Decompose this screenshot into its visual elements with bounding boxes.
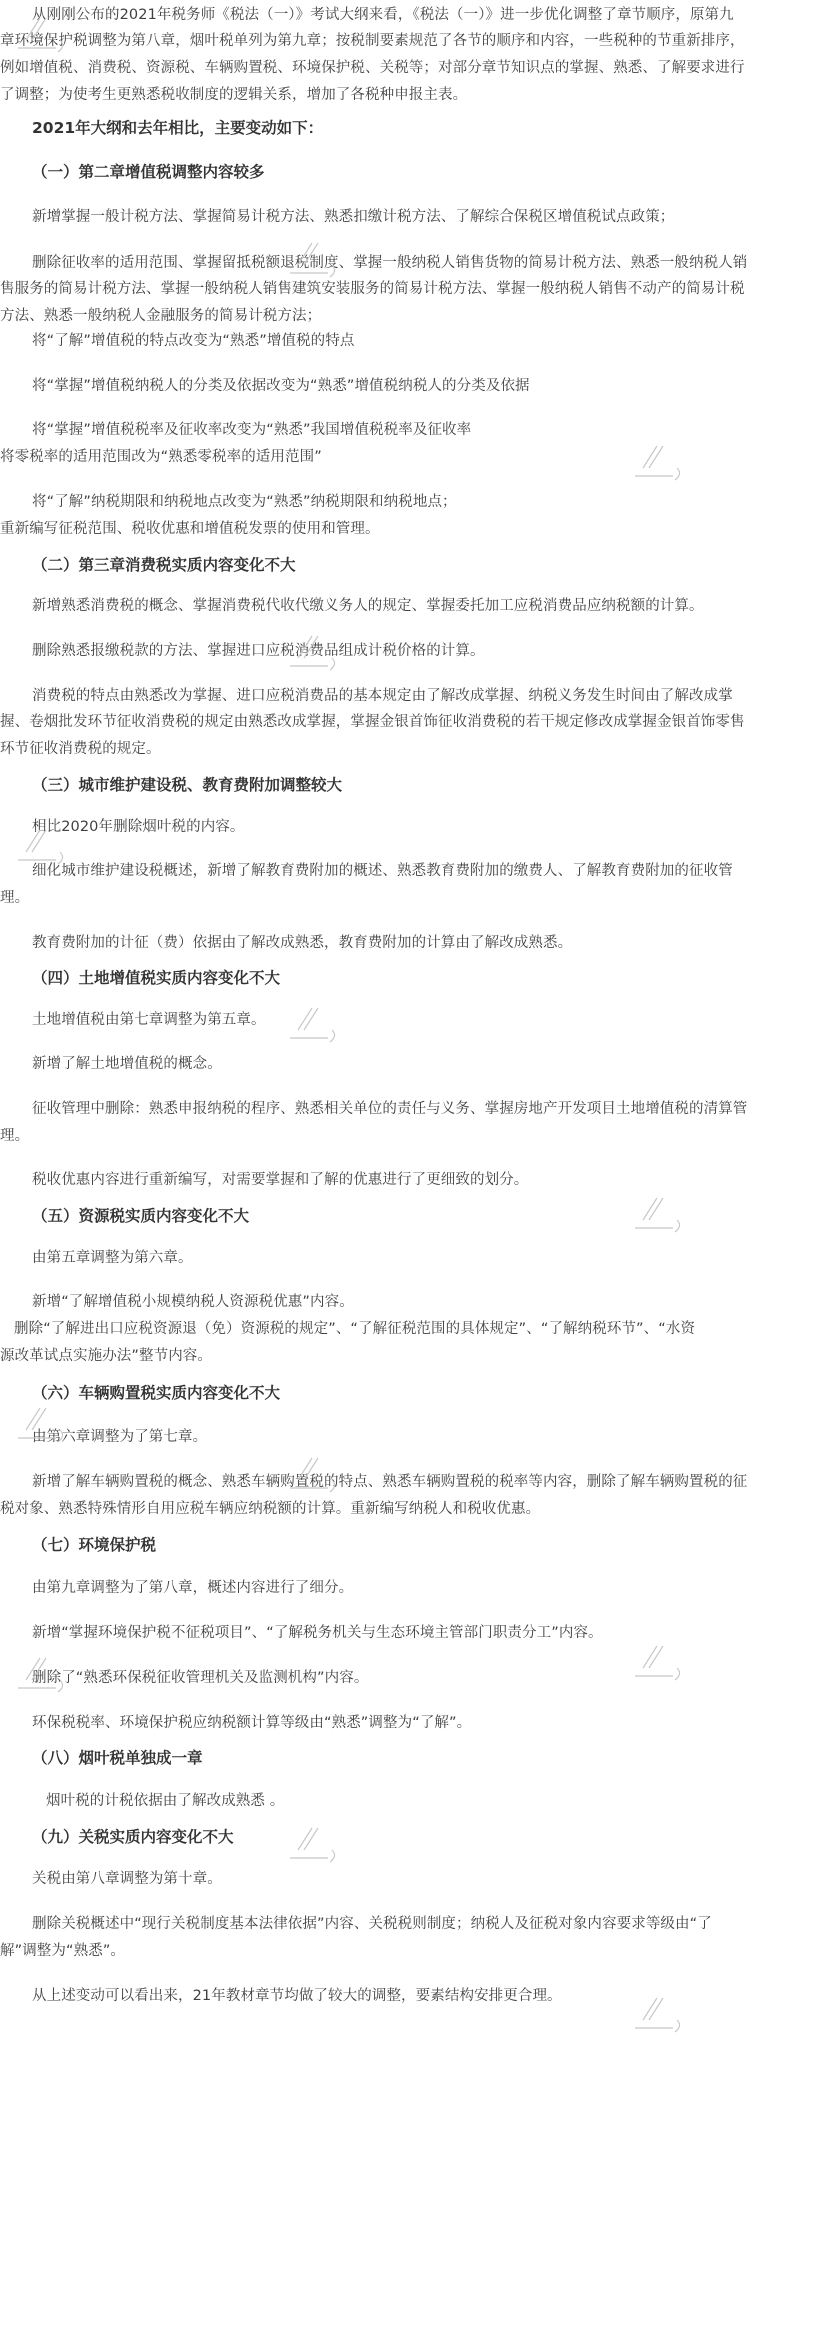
- s2-paragraph-3-line-3: 环节征收消费税的规定。: [0, 741, 161, 757]
- s9-paragraph-2-line-1: 删除关税概述中“现行关税制度基本法律依据”内容、关税税则制度；纳税人及征税对象内容要求等级由“了: [32, 1916, 712, 1932]
- s4-paragraph-3-line-2: 理。: [0, 1128, 30, 1144]
- s1-paragraph-6-line-1: 将“了解”纳税期限和纳税地点改变为“熟悉”纳税期限和纳税地点；: [32, 494, 457, 510]
- s1-paragraph-2-line-2: 售服务的简易计税方法、掌握一般纳税人销售建筑安装服务的简易计税方法、掌握一般纳税人销售不动产的简易计税: [0, 281, 745, 297]
- s4-paragraph-1: 土地增值税由第七章调整为第五章。: [32, 1012, 266, 1028]
- s2-paragraph-3-line-2: 握、卷烟批发环节征收消费税的规定由熟悉改成掌握，掌握金银首饰征收消费税的若干规定修改成掌握金银首饰零售: [0, 714, 745, 730]
- s2-paragraph-1: 新增熟悉消费税的概念、掌握消费税代收代缴义务人的规定、掌握委托加工应税消费品应纳税额的计算。: [32, 598, 704, 614]
- section-3-title: （三）城市维护建设税、教育费附加调整较大: [32, 776, 343, 794]
- s1-paragraph-3: 将“了解”增值税的特点改变为“熟悉”增值税的特点: [32, 333, 355, 349]
- s1-paragraph-5-line-2: 将零税率的适用范围改为“熟悉零税率的适用范围”: [0, 449, 322, 465]
- s3-paragraph-1: 相比2020年删除烟叶税的内容。: [32, 819, 245, 835]
- s9-paragraph-2-line-2: 解”调整为“熟悉”。: [0, 1943, 126, 1959]
- s3-paragraph-2-line-1: 细化城市维护建设税概述，新增了解教育费附加的概述、熟悉教育费附加的缴费人、了解教育费附加的征收管: [32, 863, 733, 879]
- s3-paragraph-3: 教育费附加的计征（费）依据由了解改成熟悉，教育费附加的计算由了解改成熟悉。: [32, 935, 573, 951]
- s1-paragraph-2-line-1: 删除征收率的适用范围、掌握留抵税额退税制度、掌握一般纳税人销售货物的简易计税方法、熟悉一般纳税人销: [32, 255, 748, 271]
- s3-paragraph-2-line-2: 理。: [0, 890, 30, 906]
- section-8-title: （八）烟叶税单独成一章: [32, 1749, 203, 1767]
- s5-paragraph-3-line-2: 源改革试点实施办法”整节内容。: [0, 1348, 213, 1364]
- section-7-title: （七）环境保护税: [32, 1536, 157, 1554]
- s1-paragraph-2-line-3: 方法、熟悉一般纳税人金融服务的简易计税方法；: [0, 308, 322, 324]
- section-9-title: （九）关税实质内容变化不大: [32, 1828, 234, 1846]
- s1-paragraph-1: 新增掌握一般计税方法、掌握简易计税方法、熟悉扣缴计税方法、了解综合保税区增值税试点政策；: [32, 209, 675, 225]
- watermark-slash-icon: [280, 990, 350, 1060]
- watermark-slash-icon: [625, 428, 695, 498]
- s9-paragraph-1: 关税由第八章调整为第十章。: [32, 1871, 222, 1887]
- s4-paragraph-3-line-1: 征收管理中删除：熟悉申报纳税的程序、熟悉相关单位的责任与义务、掌握房地产开发项目土地增值税的清算管: [32, 1101, 748, 1117]
- s1-paragraph-5-line-1: 将“掌握”增值税税率及征收率改变为“熟悉”我国增值税税率及征收率: [32, 422, 472, 438]
- section-1-title: （一）第二章增值税调整内容较多: [32, 163, 265, 181]
- s7-paragraph-3: 删除了“熟悉环保税征收管理机关及监测机构”内容。: [32, 1670, 369, 1686]
- intro-line-1: 从刚刚公布的2021年税务师《税法（一）》考试大纲来看，《税法（一）》进一步优化调整了章节顺序，原第九: [32, 7, 734, 23]
- s5-paragraph-3-line-1: 删除“了解进出口应税资源退（免）资源税的规定”、“了解征税范围的具体规定”、“了解纳税环节”、“水资: [14, 1321, 696, 1337]
- s7-paragraph-2: 新增“掌握环境保护税不征税项目”、“了解税务机关与生态环境主管部门职责分工”内容。: [32, 1625, 603, 1641]
- s8-paragraph-1: 烟叶税的计税依据由了解改成熟悉 。: [46, 1793, 285, 1809]
- section-5-title: （五）资源税实质内容变化不大: [32, 1207, 250, 1225]
- intro-line-4: 了调整；为使考生更熟悉税收制度的逻辑关系，增加了各税种申报主表。: [0, 87, 468, 103]
- s7-paragraph-1: 由第九章调整为了第八章，概述内容进行了细分。: [32, 1580, 354, 1596]
- watermark-slash-icon: [625, 1628, 695, 1698]
- summary-heading: 2021年大纲和去年相比，主要变动如下：: [32, 119, 324, 137]
- intro-line-3: 例如增值税、消费税、资源税、车辆购置税、环境保护税、关税等；对部分章节知识点的掌握、熟悉、了解要求进行: [0, 60, 745, 76]
- section-2-title: （二）第三章消费税实质内容变化不大: [32, 556, 296, 574]
- s1-paragraph-6-line-2: 重新编写征税范围、税收优惠和增值税发票的使用和管理。: [0, 521, 380, 537]
- s5-paragraph-1: 由第五章调整为第六章。: [32, 1250, 193, 1266]
- watermark-slash-icon: [625, 1980, 695, 2050]
- s2-paragraph-3-line-1: 消费税的特点由熟悉改为掌握、进口应税消费品的基本规定由了解改成掌握、纳税义务发生时间由了解改成掌: [32, 688, 733, 704]
- s7-paragraph-4: 环保税税率、环境保护税应纳税额计算等级由“熟悉”调整为“了解”。: [32, 1715, 472, 1731]
- s6-paragraph-2-line-1: 新增了解车辆购置税的概念、熟悉车辆购置税的特点、熟悉车辆购置税的税率等内容，删除了解车辆购置税的征: [32, 1474, 748, 1490]
- s4-paragraph-2: 新增了解土地增值税的概念。: [32, 1056, 222, 1072]
- s6-paragraph-1: 由第六章调整为了第七章。: [32, 1429, 208, 1445]
- watermark-slash-icon: [280, 1810, 350, 1880]
- s1-paragraph-4: 将“掌握”增值税纳税人的分类及依据改变为“熟悉”增值税纳税人的分类及依据: [32, 378, 530, 394]
- s5-paragraph-2: 新增“了解增值税小规模纳税人资源税优惠”内容。: [32, 1294, 354, 1310]
- closing-paragraph: 从上述变动可以看出来，21年教材章节均做了较大的调整，要素结构安排更合理。: [32, 1988, 562, 2004]
- s4-paragraph-4: 税收优惠内容进行重新编写，对需要掌握和了解的优惠进行了更细致的划分。: [32, 1172, 529, 1188]
- s2-paragraph-2: 删除熟悉报缴税款的方法、掌握进口应税消费品组成计税价格的计算。: [32, 643, 485, 659]
- intro-line-2: 章环境保护税调整为第八章，烟叶税单列为第九章；按税制要素规范了各节的顺序和内容，一些税种的节重新排序，: [0, 33, 745, 49]
- section-4-title: （四）土地增值税实质内容变化不大: [32, 969, 281, 987]
- watermark-slash-icon: [625, 1180, 695, 1250]
- s6-paragraph-2-line-2: 税对象、熟悉特殊情形自用应税车辆应纳税额的计算。重新编写纳税人和税收优惠。: [0, 1501, 541, 1517]
- section-6-title: （六）车辆购置税实质内容变化不大: [32, 1384, 281, 1402]
